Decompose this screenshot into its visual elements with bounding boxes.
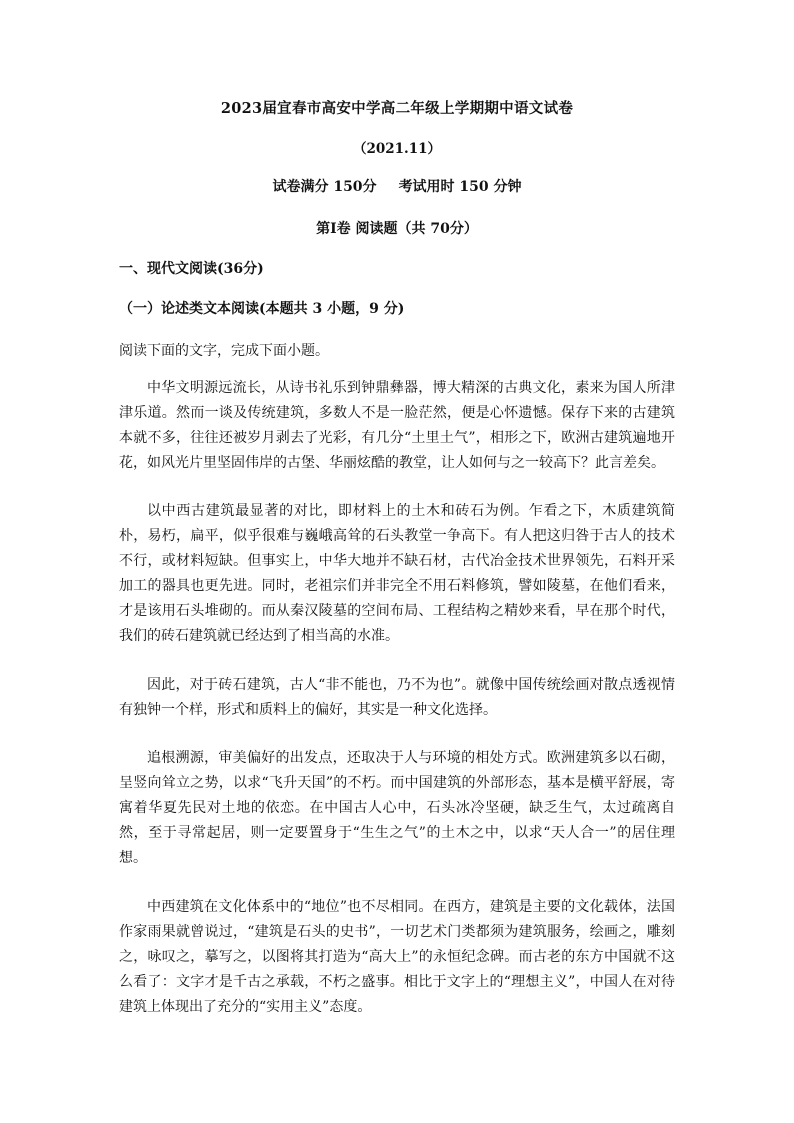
passage-paragraph-2: 以中西古建筑最显著的对比，即材料上的土木和砖石为例。乍看之下，木质建筑简朴，易朽，扁平，似乎很难与巍峨高耸的石头教堂一争高下。有人把这归咎于古人的技术不行，或材料短缺。但事实上，中华大地并不缺石材，古代冶金技术世界领先，石料开采加工的器具也更先进。同时，老祖宗们并非完全不用石料修筑，譬如陵墓，在他们看来，才是该用石头堆砌的。而从秦汉陵墓的空间布局、工程结构之精妙来看，早在那个时代，我们的砖石建筑就已经达到了相当高的水准。 — [119, 503, 675, 644]
full-score: 试卷满分 150分 — [272, 179, 377, 195]
exam-meta — [0, 176, 794, 196]
section-heading: 一、现代文阅读(36分) — [119, 261, 264, 277]
exam-title: 2023届宜春市高安中学高二年级上学期期中语文试卷 — [220, 100, 574, 117]
passage-paragraph-1: 中华文明源远流长，从诗书礼乐到钟鼎彝器，博大精深的古典文化，素来为国人所津津乐道。然而一谈及传统建筑，多数人不是一脸茫然，便是心怀遗憾。保存下来的古建筑本就不多，往往还被岁月剥去了光彩，有几分“土里土气”，相形之下，欧洲古建筑遍地开花，如风光片里坚固伟岸的古堡、华丽炫酷的教堂，让人如何与之一较高下？此言差矣。 — [119, 380, 675, 471]
passage-paragraph-4: 追根溯源，审美偏好的出发点，还取决于人与环境的相处方式。欧洲建筑多以石砌，呈竖向耸立之势，以求“飞升天国”的不朽。而中国建筑的外部形态，基本是横平舒展，寄寓着华夏先民对土地的依恋。在中国古人心中，石头冰冷坚硬，缺乏生气，太过疏离自然，至于寻常起居，则一定要置身于“生生之气”的土木之中，以求“天人合一”的居住理想。 — [119, 750, 675, 866]
exam-date: （2021.11） — [352, 141, 442, 157]
reading-instruction: 阅读下面的文字，完成下面小题。 — [119, 343, 329, 359]
passage-paragraph-3: 因此，对于砖石建筑，古人“非不能也，乃不为也”。就像中国传统绘画对散点透视情有独钟一个样，形式和质料上的偏好，其实是一种文化选择。 — [119, 677, 675, 718]
subsection-heading: （一）论述类文本阅读(本题共 3 小题，9 分) — [119, 301, 405, 317]
part-heading: 第Ⅰ卷 阅读题（共 70分） — [316, 221, 478, 237]
exam-duration: 考试用时 150 分钟 — [398, 179, 522, 195]
passage-paragraph-5: 中西建筑在文化体系中的“地位”也不尽相同。在西方，建筑是主要的文化载体，法国作家雨果就曾说过，“建筑是石头的史书”，一切艺术门类都须为建筑服务，绘画之，雕刻之，咏叹之，摹写之，以图将其打造为“高大上”的永恒纪念碑。而古老的东方中国就不这么看了：文字才是千古之承载，不朽之盛事。相比于文字上的“理想主义”，中国人在对待建筑上体现出了充分的“实用主义”态度。 — [119, 899, 675, 1015]
